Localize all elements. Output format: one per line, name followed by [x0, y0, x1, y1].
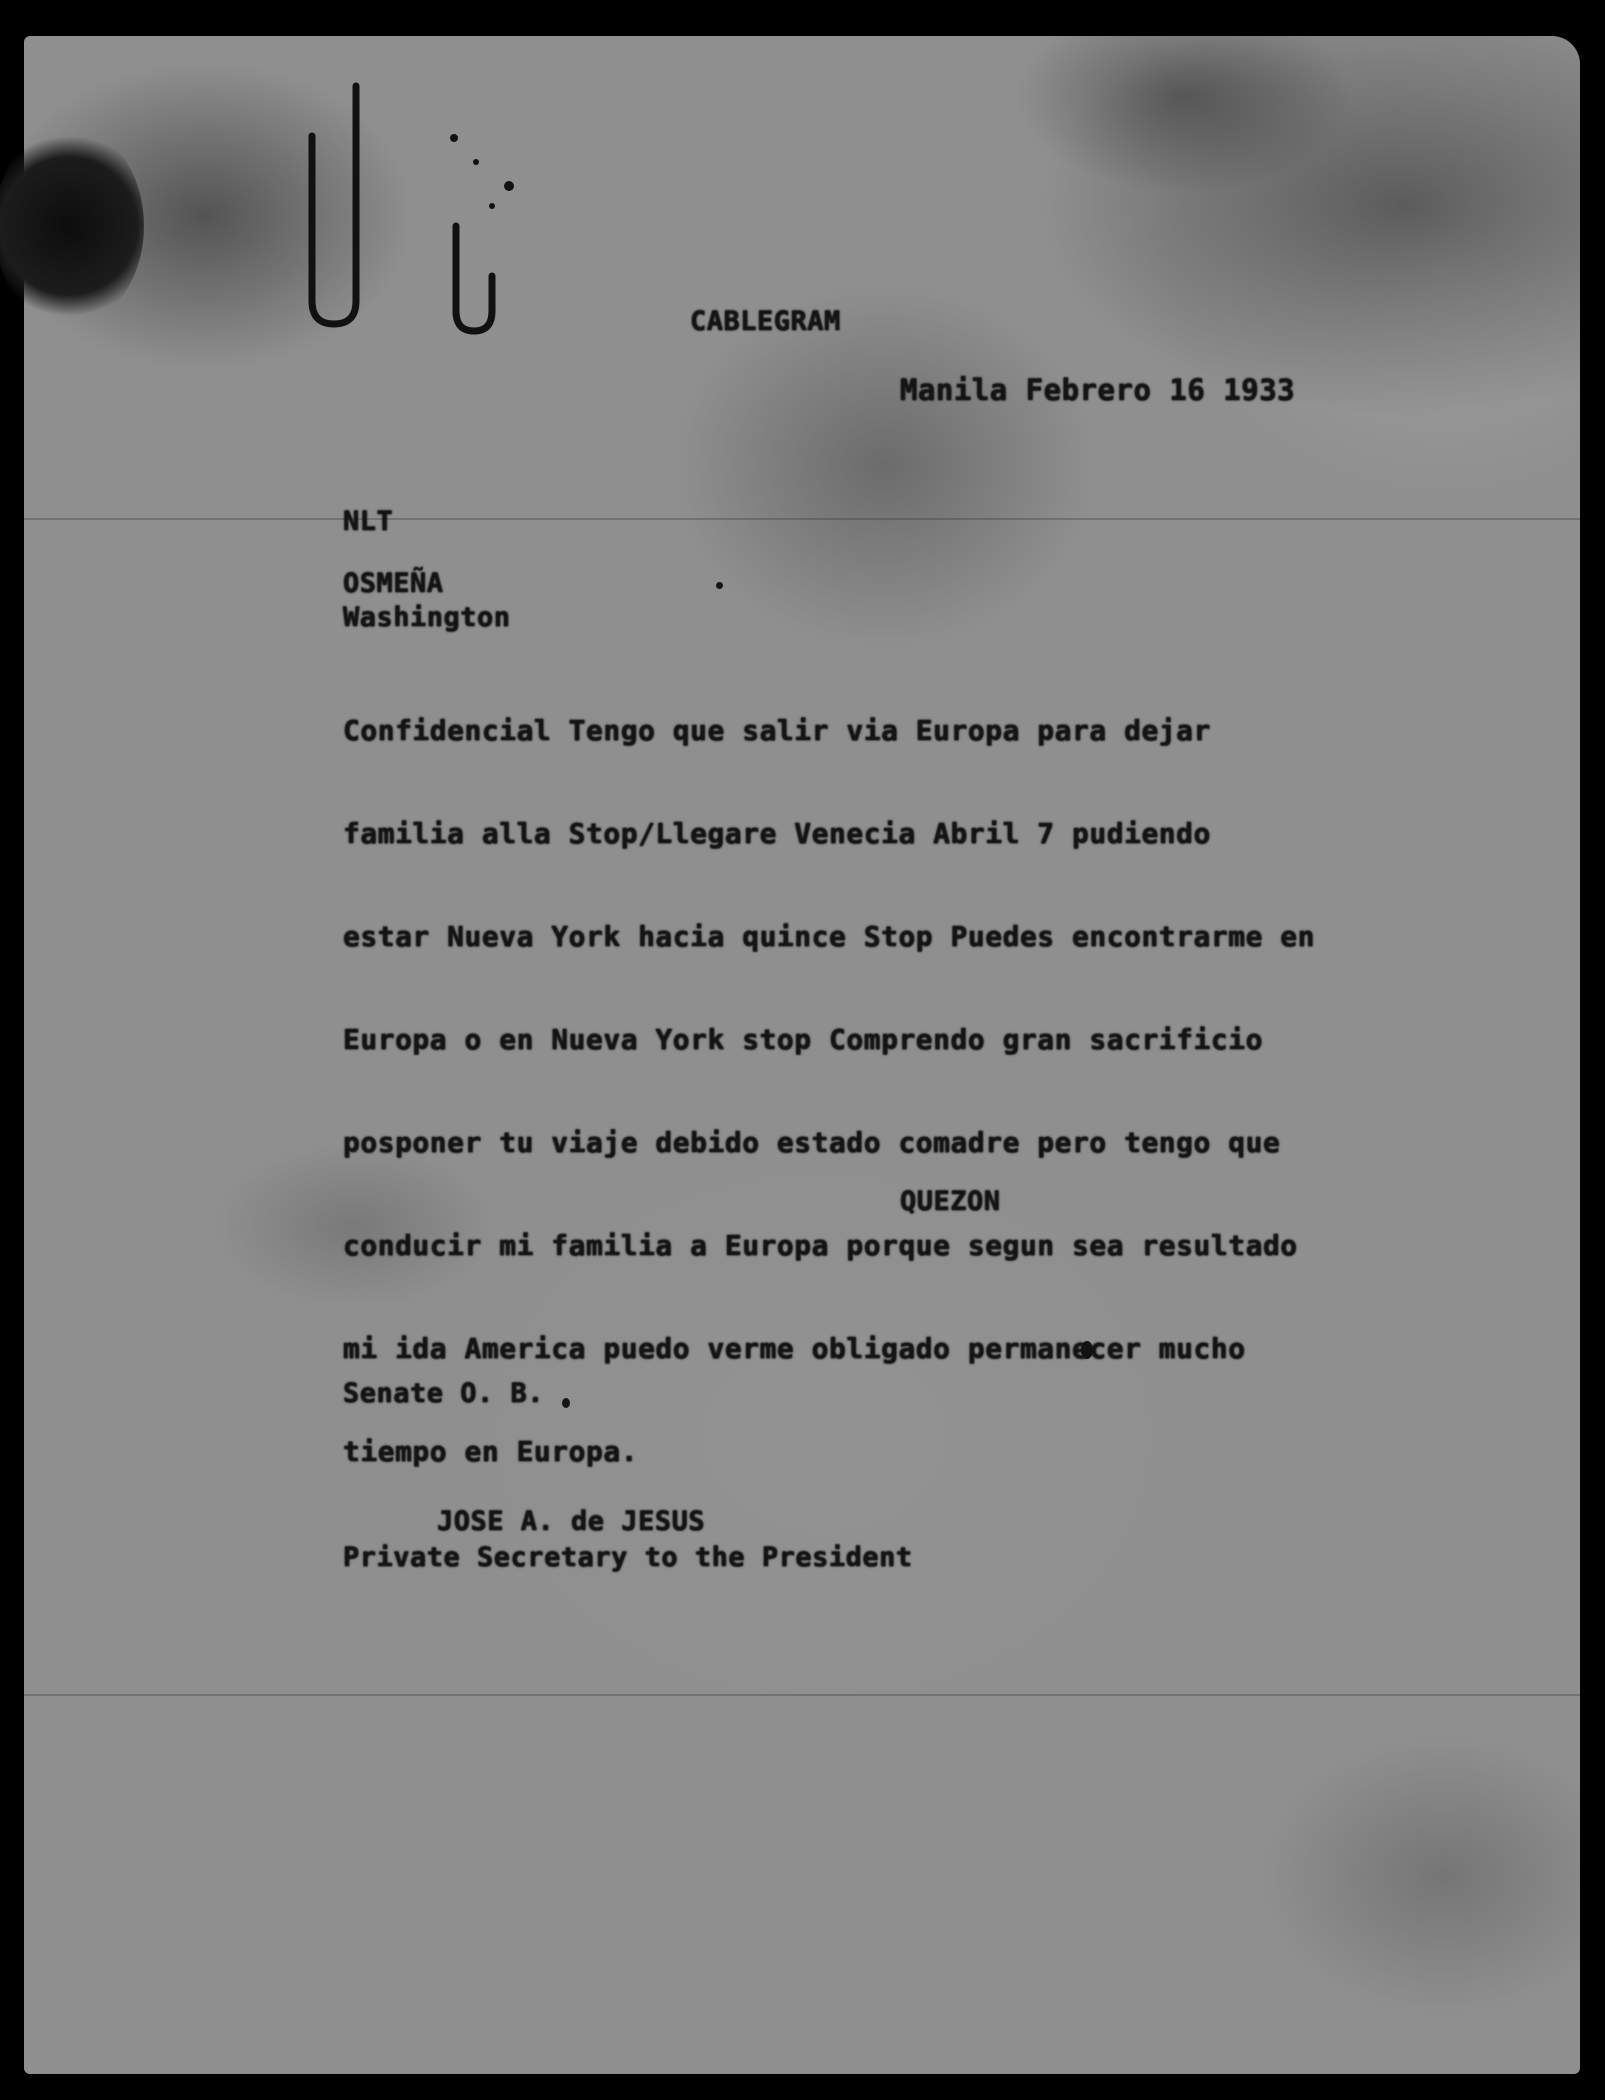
fold-line [24, 1694, 1580, 1696]
fold-line [24, 518, 1580, 520]
signature: QUEZON [900, 1186, 1001, 1217]
punch-hole [0, 126, 144, 326]
routing-note: Senate O. B. [343, 1378, 545, 1409]
body-line: familia alla Stop/Llegare Venecia Abril 7 pudiendo [343, 817, 1211, 850]
document-title: CABLEGRAM [690, 306, 841, 337]
dateline: Manila Febrero 16 1933 [900, 373, 1296, 407]
body-line: Confidencial Tengo que salir via Europa para dejar [343, 714, 1211, 747]
secretary-title: Private Secretary to the President [343, 1542, 913, 1573]
addressee-city: Washington [343, 602, 511, 633]
secretary-name: JOSE A. de JESUS [437, 1506, 706, 1537]
body-line: estar Nueva York hacia quince Stop Puedes encontrarme en [343, 920, 1316, 953]
body-line: conducir mi familia a Europa porque segun sea resultado [343, 1229, 1298, 1262]
paper-clip-icon [304, 76, 534, 346]
message-body [343, 660, 1463, 1503]
body-line: posponer tu viaje debido estado comadre pero tengo que [343, 1126, 1281, 1159]
body-line: tiempo en Europa. [343, 1435, 639, 1468]
addressee: OSMEÑA [343, 568, 444, 599]
ink-spot [716, 582, 723, 589]
body-line: Europa o en Nueva York stop Comprendo gran sacrificio [343, 1023, 1263, 1056]
body-line: mi ida America puedo verme obligado permanecer mucho [343, 1332, 1246, 1365]
message-code: NLT [343, 506, 394, 537]
